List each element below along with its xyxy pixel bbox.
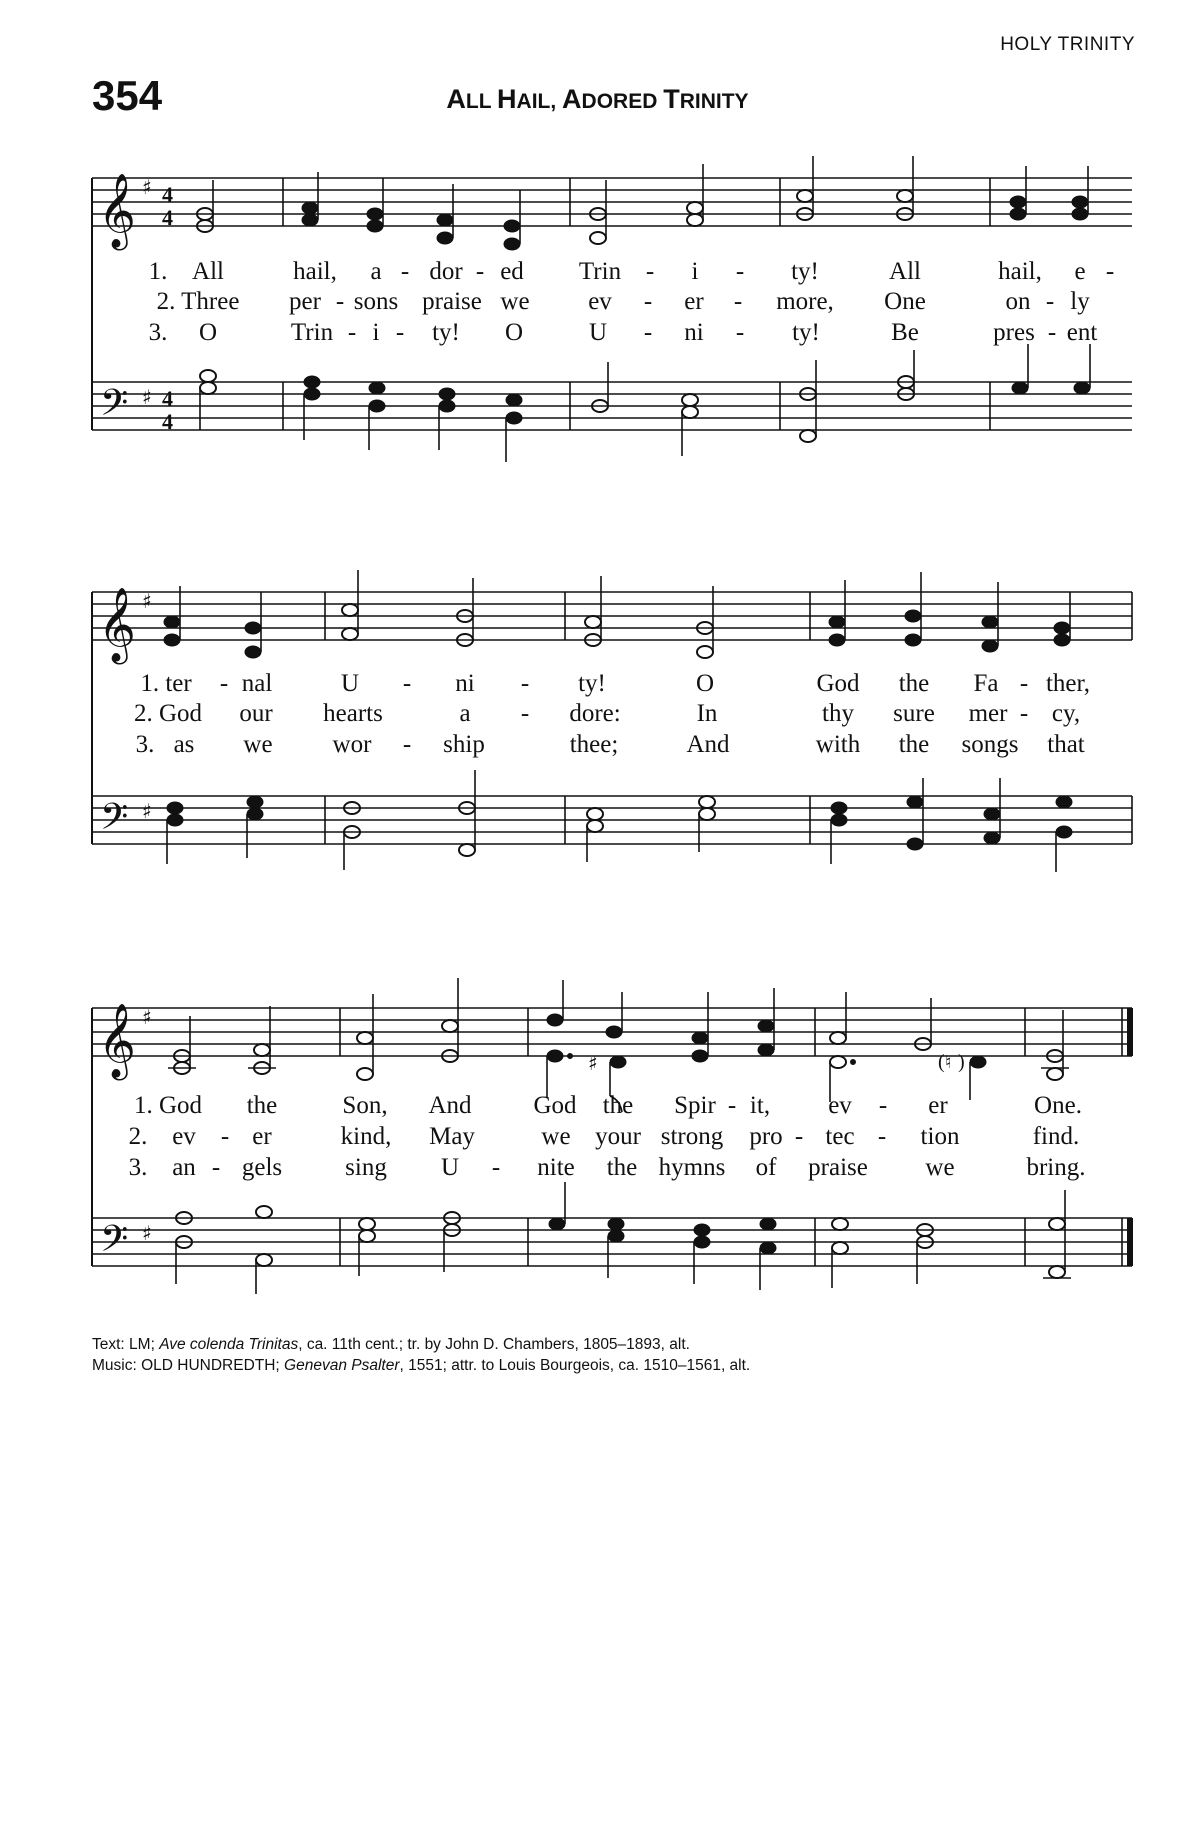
syllable: May xyxy=(429,1123,475,1150)
syllable: thy xyxy=(822,700,854,727)
syllable: praise xyxy=(422,288,482,315)
syllable: er xyxy=(252,1123,272,1150)
text-credit-source: Ave colenda Trinitas xyxy=(159,1336,299,1353)
syllable: we xyxy=(500,288,530,315)
syllable: hearts xyxy=(323,700,383,727)
syllable: e xyxy=(1074,258,1086,285)
syllable: - xyxy=(1105,258,1115,285)
syllable: One xyxy=(884,288,926,315)
syllable: 3. xyxy=(135,731,155,758)
key-signature-sharp: ♯ xyxy=(142,1005,152,1029)
syllable: strong xyxy=(660,1123,724,1150)
syllable: ni xyxy=(455,670,475,697)
syllable: tec xyxy=(825,1123,855,1150)
syllable: a xyxy=(459,700,471,727)
syllable: Spir xyxy=(674,1092,716,1119)
time-signature-top: 4 xyxy=(162,182,173,207)
syllable: find. xyxy=(1032,1123,1080,1150)
text-credit-rest: , ca. 11th cent.; tr. by John D. Chambers, 1805–1893, alt. xyxy=(298,1336,690,1353)
bass-notes xyxy=(167,770,1072,872)
verse-3-lyrics xyxy=(0,1154,1195,1184)
title-small: DORED xyxy=(581,90,664,113)
key-signature-sharp: ♯ xyxy=(142,1221,152,1245)
treble-notes xyxy=(164,570,1070,658)
syllable: - xyxy=(643,319,653,346)
syllable: O xyxy=(504,319,524,346)
text-credit xyxy=(92,1334,750,1355)
key-signature-sharp: ♯ xyxy=(142,799,152,823)
syllable: O xyxy=(695,670,715,697)
syllable: - xyxy=(733,288,743,315)
syllable: U xyxy=(588,319,608,346)
syllable: 2. Three xyxy=(156,288,240,315)
syllable: our xyxy=(239,700,273,727)
title-cap: A xyxy=(446,84,466,114)
verse-3-lyrics xyxy=(0,731,1195,761)
syllable: dor xyxy=(429,258,463,285)
syllable: er xyxy=(928,1092,948,1119)
syllable: - xyxy=(645,258,655,285)
syllable: - xyxy=(400,258,410,285)
treble-notes xyxy=(197,156,1088,250)
verse-2-lyrics xyxy=(0,288,1195,318)
syllable: ly xyxy=(1070,288,1090,315)
syllable: - xyxy=(643,288,653,315)
syllable: 1. xyxy=(148,258,168,285)
syllable: - xyxy=(211,1154,221,1181)
syllable: God xyxy=(816,670,860,697)
syllable: - xyxy=(878,1092,888,1119)
syllable: - xyxy=(402,670,412,697)
key-signature-sharp: ♯ xyxy=(142,175,152,199)
syllable: wor xyxy=(332,731,372,758)
syllable: Son, xyxy=(342,1092,388,1119)
syllable: One. xyxy=(1034,1092,1082,1119)
treble-clef-icon: 𝄞 xyxy=(98,174,136,248)
syllable: - xyxy=(877,1123,887,1150)
bass-clef-icon: 𝄢 xyxy=(100,796,129,847)
syllable: the xyxy=(898,670,930,697)
music-credit-source: Genevan Psalter xyxy=(284,1357,400,1374)
syllable: ty! xyxy=(578,670,606,697)
title-small: LL xyxy=(465,90,498,113)
syllable: - xyxy=(735,258,745,285)
time-signature-bottom: 4 xyxy=(162,409,173,434)
syllable: 3. xyxy=(128,1154,148,1181)
verse-1-lyrics xyxy=(0,1092,1195,1122)
syllable: - xyxy=(219,670,229,697)
syllable: - xyxy=(520,670,530,697)
syllable: bring. xyxy=(1026,1154,1086,1181)
verse-3-lyrics xyxy=(0,319,1195,349)
syllable: ther, xyxy=(1045,670,1091,697)
syllable: - xyxy=(395,319,405,346)
syllable: Trin xyxy=(290,319,334,346)
syllable: songs xyxy=(961,731,1019,758)
title-cap: H xyxy=(497,84,517,114)
syllable: we xyxy=(243,731,273,758)
syllable: - xyxy=(727,1092,737,1119)
paren-close: ) xyxy=(958,1051,965,1073)
syllable: your xyxy=(595,1123,641,1150)
syllable: praise xyxy=(808,1154,868,1181)
syllable: sons xyxy=(353,288,399,315)
syllable: ty! xyxy=(791,258,819,285)
syllable: O xyxy=(198,319,218,346)
syllable: U xyxy=(340,670,360,697)
time-signature-top: 4 xyxy=(162,386,173,411)
syllable: gels xyxy=(241,1154,283,1181)
syllable: cy, xyxy=(1051,700,1081,727)
syllable: on xyxy=(1005,288,1031,315)
verse-1-lyrics xyxy=(0,258,1195,288)
title-cap: A xyxy=(562,84,582,114)
bass-notes xyxy=(200,344,1090,462)
time-signature-bottom: 4 xyxy=(162,205,173,230)
syllable: U xyxy=(440,1154,460,1181)
treble-clef-icon: 𝄞 xyxy=(98,588,136,662)
syllable: a xyxy=(370,258,382,285)
syllable: hymns xyxy=(658,1154,726,1181)
music-credit xyxy=(92,1355,750,1376)
syllable: with xyxy=(815,731,861,758)
syllable: Trin xyxy=(578,258,622,285)
syllable: we xyxy=(541,1123,571,1150)
text-credit-label: Text: LM; xyxy=(92,1336,160,1353)
syllable: mer xyxy=(968,700,1008,727)
syllable: ship xyxy=(443,731,485,758)
syllable: dore: xyxy=(569,700,621,727)
syllable: it, xyxy=(749,1092,771,1119)
syllable: that xyxy=(1047,731,1085,758)
treble-clef-icon: 𝄞 xyxy=(98,1004,136,1078)
syllable: And xyxy=(428,1092,472,1119)
syllable: - xyxy=(1045,288,1055,315)
syllable: hail, xyxy=(293,258,337,285)
treble-staff xyxy=(92,178,1132,226)
syllable: ty! xyxy=(792,319,820,346)
syllable: - xyxy=(335,288,345,315)
syllable: - xyxy=(520,700,530,727)
syllable: Fa xyxy=(973,670,999,697)
syllable: God xyxy=(533,1092,577,1119)
paren-open: ( xyxy=(938,1051,945,1073)
verse-2-lyrics xyxy=(0,1123,1195,1153)
syllable: pro xyxy=(749,1123,783,1150)
bass-clef-icon: 𝄢 xyxy=(100,1218,129,1269)
syllable: 1. ter xyxy=(140,670,192,697)
key-signature-sharp: ♯ xyxy=(142,589,152,613)
syllable: - xyxy=(1047,319,1057,346)
syllable: And xyxy=(686,731,730,758)
syllable: per xyxy=(289,288,321,315)
bass-clef-icon: 𝄢 xyxy=(100,382,129,433)
syllable: - xyxy=(1019,670,1029,697)
credits xyxy=(92,1334,750,1376)
verse-2-lyrics xyxy=(0,700,1195,730)
syllable: ev xyxy=(588,288,612,315)
syllable: ev xyxy=(828,1092,852,1119)
syllable: pres xyxy=(993,319,1035,346)
syllable: the xyxy=(606,1154,638,1181)
syllable: the xyxy=(602,1092,634,1119)
syllable: sing xyxy=(345,1154,387,1181)
natural-accidental: ♮ xyxy=(945,1052,952,1073)
title-small: AIL, xyxy=(516,90,563,113)
hymn-number: 354 xyxy=(92,72,163,119)
syllable: tion xyxy=(920,1123,960,1150)
syllable: nal xyxy=(241,670,273,697)
syllable: an xyxy=(172,1154,196,1181)
syllable: er xyxy=(684,288,704,315)
title-small: RINITY xyxy=(679,90,749,113)
syllable: - xyxy=(1019,700,1029,727)
hymn-title xyxy=(0,84,1195,115)
music-credit-label: Music: OLD HUNDREDTH; xyxy=(92,1357,285,1374)
syllable: 2. God xyxy=(133,700,203,727)
syllable: i xyxy=(372,319,380,346)
syllable: - xyxy=(491,1154,501,1181)
syllable: of xyxy=(755,1154,777,1181)
syllable: - xyxy=(794,1123,804,1150)
syllable: - xyxy=(220,1123,230,1150)
running-head: HOLY TRINITY xyxy=(1000,34,1135,55)
syllable: i xyxy=(691,258,699,285)
syllable: nite xyxy=(537,1154,575,1181)
key-signature-sharp: ♯ xyxy=(142,385,152,409)
syllable: kind, xyxy=(340,1123,392,1150)
syllable: ed xyxy=(500,258,524,285)
syllable: - xyxy=(347,319,357,346)
syllable: All xyxy=(889,258,921,285)
syllable: thee; xyxy=(569,731,619,758)
syllable: ty! xyxy=(432,319,460,346)
syllable: - xyxy=(735,319,745,346)
syllable: the xyxy=(898,731,930,758)
bass-staff xyxy=(92,382,1132,430)
syllable: sure xyxy=(893,700,935,727)
sharp-accidental: ♯ xyxy=(588,1051,598,1075)
verse-1-lyrics xyxy=(0,670,1195,700)
syllable: more, xyxy=(776,288,834,315)
syllable: 2. xyxy=(128,1123,148,1150)
syllable: 1. God xyxy=(133,1092,203,1119)
syllable: All xyxy=(192,258,224,285)
syllable: ev xyxy=(172,1123,196,1150)
syllable: the xyxy=(246,1092,278,1119)
syllable: hail, xyxy=(998,258,1042,285)
syllable: In xyxy=(696,700,718,727)
syllable: ni xyxy=(684,319,704,346)
title-cap: T xyxy=(663,84,680,114)
bass-notes xyxy=(176,1182,1071,1294)
syllable: Be xyxy=(891,319,919,346)
syllable: ent xyxy=(1066,319,1098,346)
music-credit-rest: , 1551; attr. to Louis Bourgeois, ca. 1510–1561, alt. xyxy=(399,1357,751,1374)
syllable: we xyxy=(925,1154,955,1181)
syllable: as xyxy=(173,731,195,758)
syllable: - xyxy=(475,258,485,285)
syllable: 3. xyxy=(148,319,168,346)
syllable: - xyxy=(402,731,412,758)
